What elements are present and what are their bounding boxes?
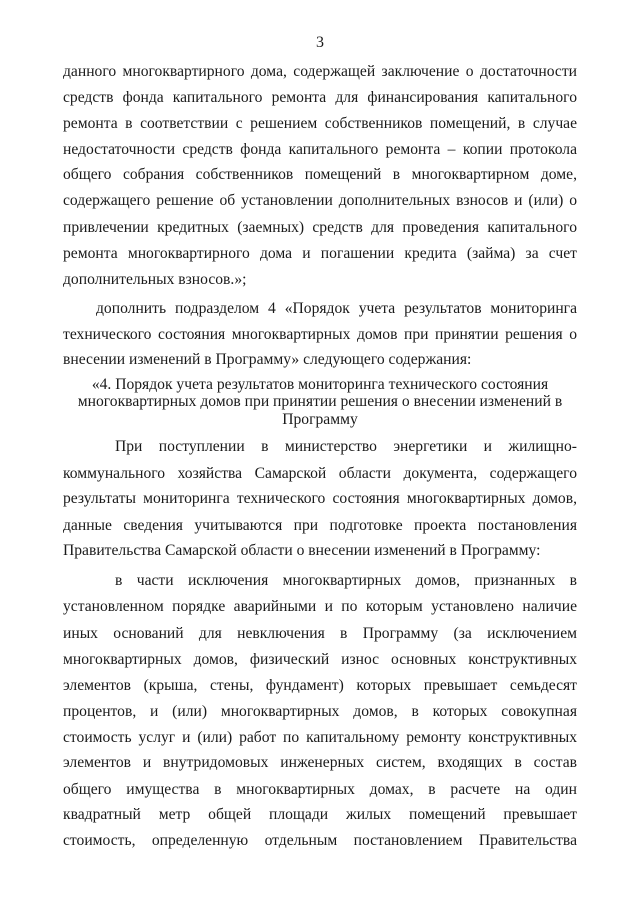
- text-line: Правительства Самарской области о внесении изменений в Программу:: [63, 542, 541, 559]
- text-line: содержащего решение об установлении дополнительных взносов и (или) о: [63, 192, 577, 209]
- text-line: стоимость услуг и (или) работ по капитальному ремонту конструктивных: [63, 729, 577, 746]
- text-line: данные сведения учитываются при подготовке проекта постановления: [63, 517, 577, 534]
- text-line: дополнить подразделом 4 «Порядок учета результатов мониторинга: [96, 300, 577, 317]
- text-line: процентов, и (или) многоквартирных домов, в которых совокупная: [63, 703, 577, 720]
- text-line: элементов (крыша, стены, фундамент) которых превышает семьдесят: [63, 677, 577, 694]
- section-heading-line: «4. Порядок учета результатов мониторинга технического состояния: [91, 376, 549, 393]
- text-line: квадратный метр общей площади жилых помещений превышает: [63, 806, 577, 823]
- text-line: результаты мониторинга технического состояния многоквартирных домов,: [63, 490, 577, 507]
- text-line: иных оснований для невключения в Программу (за исключением: [63, 625, 577, 642]
- text-line: установленном порядке аварийными и по которым установлено наличие: [63, 598, 577, 615]
- text-line: технического состояния многоквартирных домов при принятии решения о: [63, 326, 577, 343]
- text-line: ремонта в соответствии с решением собственников помещений, в случае: [63, 115, 577, 132]
- section-heading-line: многоквартирных домов при принятии решения о внесении изменений в: [77, 393, 563, 410]
- text-line: стоимость, определенную отдельным постановлением Правительства: [63, 832, 577, 849]
- text-line: многоквартирных домов, физический износ основных конструктивных: [63, 651, 577, 668]
- text-line: коммунального хозяйства Самарской области документа, содержащего: [63, 465, 577, 482]
- text-line: дополнительных взносов.»;: [63, 271, 247, 288]
- text-line: ремонта многоквартирного дома и погашении кредита (займа) за счет: [63, 245, 577, 262]
- text-line: общего имущества в многоквартирных домах, в расчете на один: [63, 781, 577, 798]
- text-line: При поступлении в министерство энергетики и жилищно-: [115, 438, 577, 455]
- section-heading-line: Программу: [282, 411, 358, 428]
- page-number: 3: [316, 34, 324, 51]
- text-line: в части исключения многоквартирных домов, признанных в: [115, 572, 577, 589]
- text-line: элементов и внутридомовых инженерных систем, входящих в состав: [63, 754, 577, 771]
- text-line: недостаточности средств фонда капитального ремонта – копии протокола: [63, 141, 577, 158]
- text-line: внесении изменений в Программу» следующего содержания:: [63, 351, 472, 368]
- text-line: общего собрания собственников помещений в многоквартирном доме,: [63, 166, 577, 183]
- text-line: привлечении кредитных (заемных) средств для проведения капитального: [63, 219, 577, 236]
- text-line: средств фонда капитального ремонта для финансирования капитального: [63, 89, 577, 106]
- text-line: данного многоквартирного дома, содержащей заключение о достаточности: [63, 63, 577, 80]
